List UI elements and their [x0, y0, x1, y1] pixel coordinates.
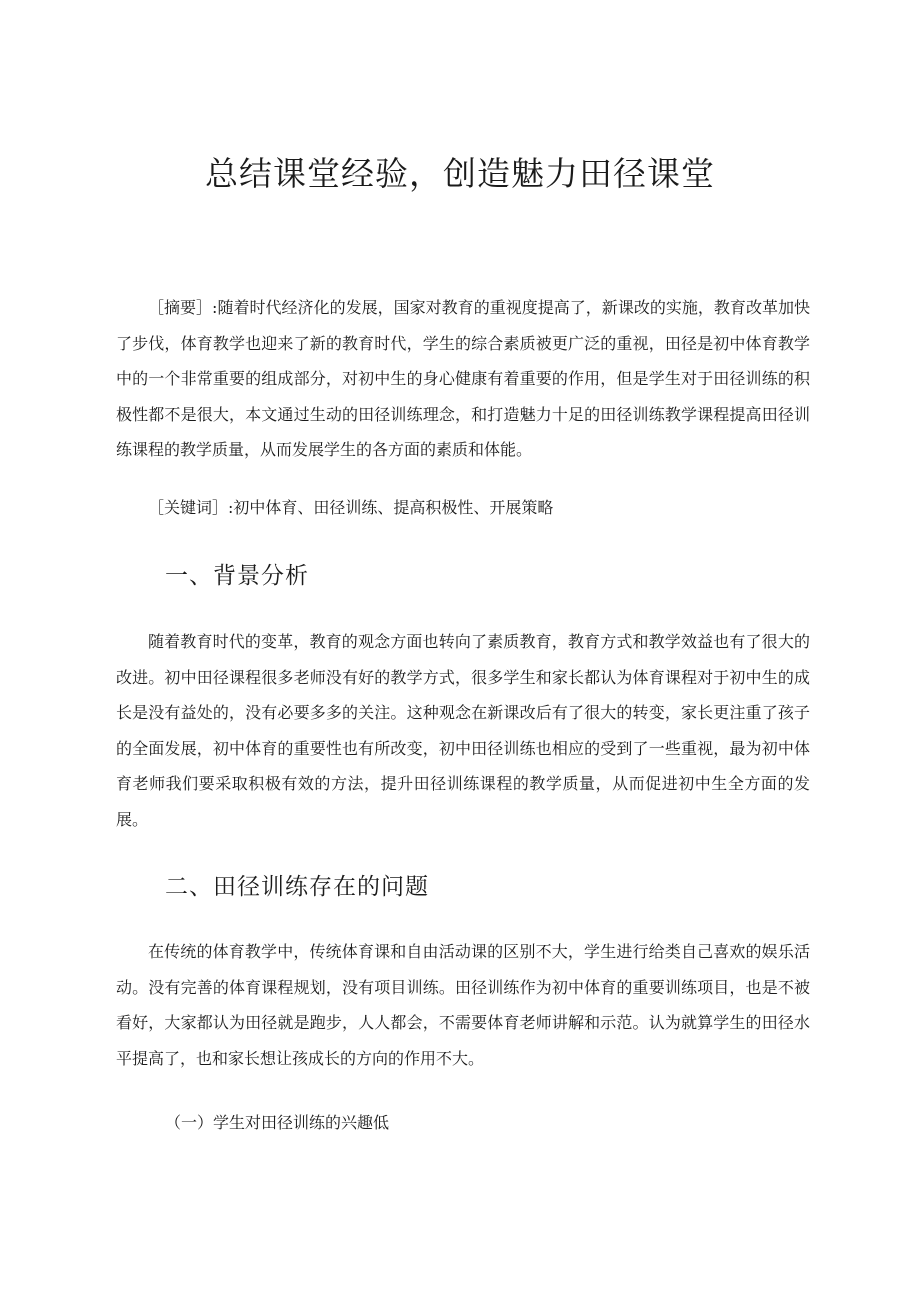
section-body-problems: 在传统的体育教学中，传统体育课和自由活动课的区别不大，学生进行给类自己喜欢的娱乐活动。没有完善的体育课程规划，没有项目训练。田径训练作为初中体育的重要训练项目，也是不被看好，大家都认为田径就是跑步，人人都会，不需要体育老师讲解和示范。认为就算学生的田径水平提高了，也和家长想让孩成长的方向的作用不大。: [116, 942, 810, 1068]
section-heading-problems: 二、田径训练存在的问题: [165, 874, 429, 900]
section-heading-background: 一、背景分析: [165, 563, 309, 589]
subsection-heading-interest: （一）学生对田径训练的兴趣低: [165, 1113, 390, 1132]
document-title: 总结课堂经验，创造魅力田径课堂: [205, 154, 715, 193]
keywords-paragraph: ［关键词］:初中体育、田径训练、提高积极性、开展策略: [148, 498, 554, 517]
abstract-paragraph: ［摘要］:随着时代经济化的发展，国家对教育的重视度提高了，新课改的实施，教育改革加快了步伐，体育教学也迎来了新的教育时代，学生的综合素质被更广泛的重视，田径是初中体育教学中的一个非常重要的组成部分，对初中生的身心健康有着重要的作用，但是学生对于田径训练的积极性都不是很大，本文通过生动的田径训练理念，和打造魅力十足的田径训练教学课程提高田径训练课程的教学质量，从而发展学生的各方面的素质和体能。: [116, 298, 810, 459]
section-body-background: 随着教育时代的变革，教育的观念方面也转向了素质教育，教育方式和教学效益也有了很大的改进。初中田径课程很多老师没有好的教学方式，很多学生和家长都认为体育课程对于初中生的成长是没有益处的，没有必要多多的关注。这种观念在新课改后有了很大的转变，家长更注重了孩子的全面发展，初中体育的重要性也有所改变，初中田径训练也相应的受到了一些重视，最为初中体育老师我们要采取积极有效的方法，提升田径训练课程的教学质量，从而促进初中生全方面的发展。: [116, 632, 810, 829]
